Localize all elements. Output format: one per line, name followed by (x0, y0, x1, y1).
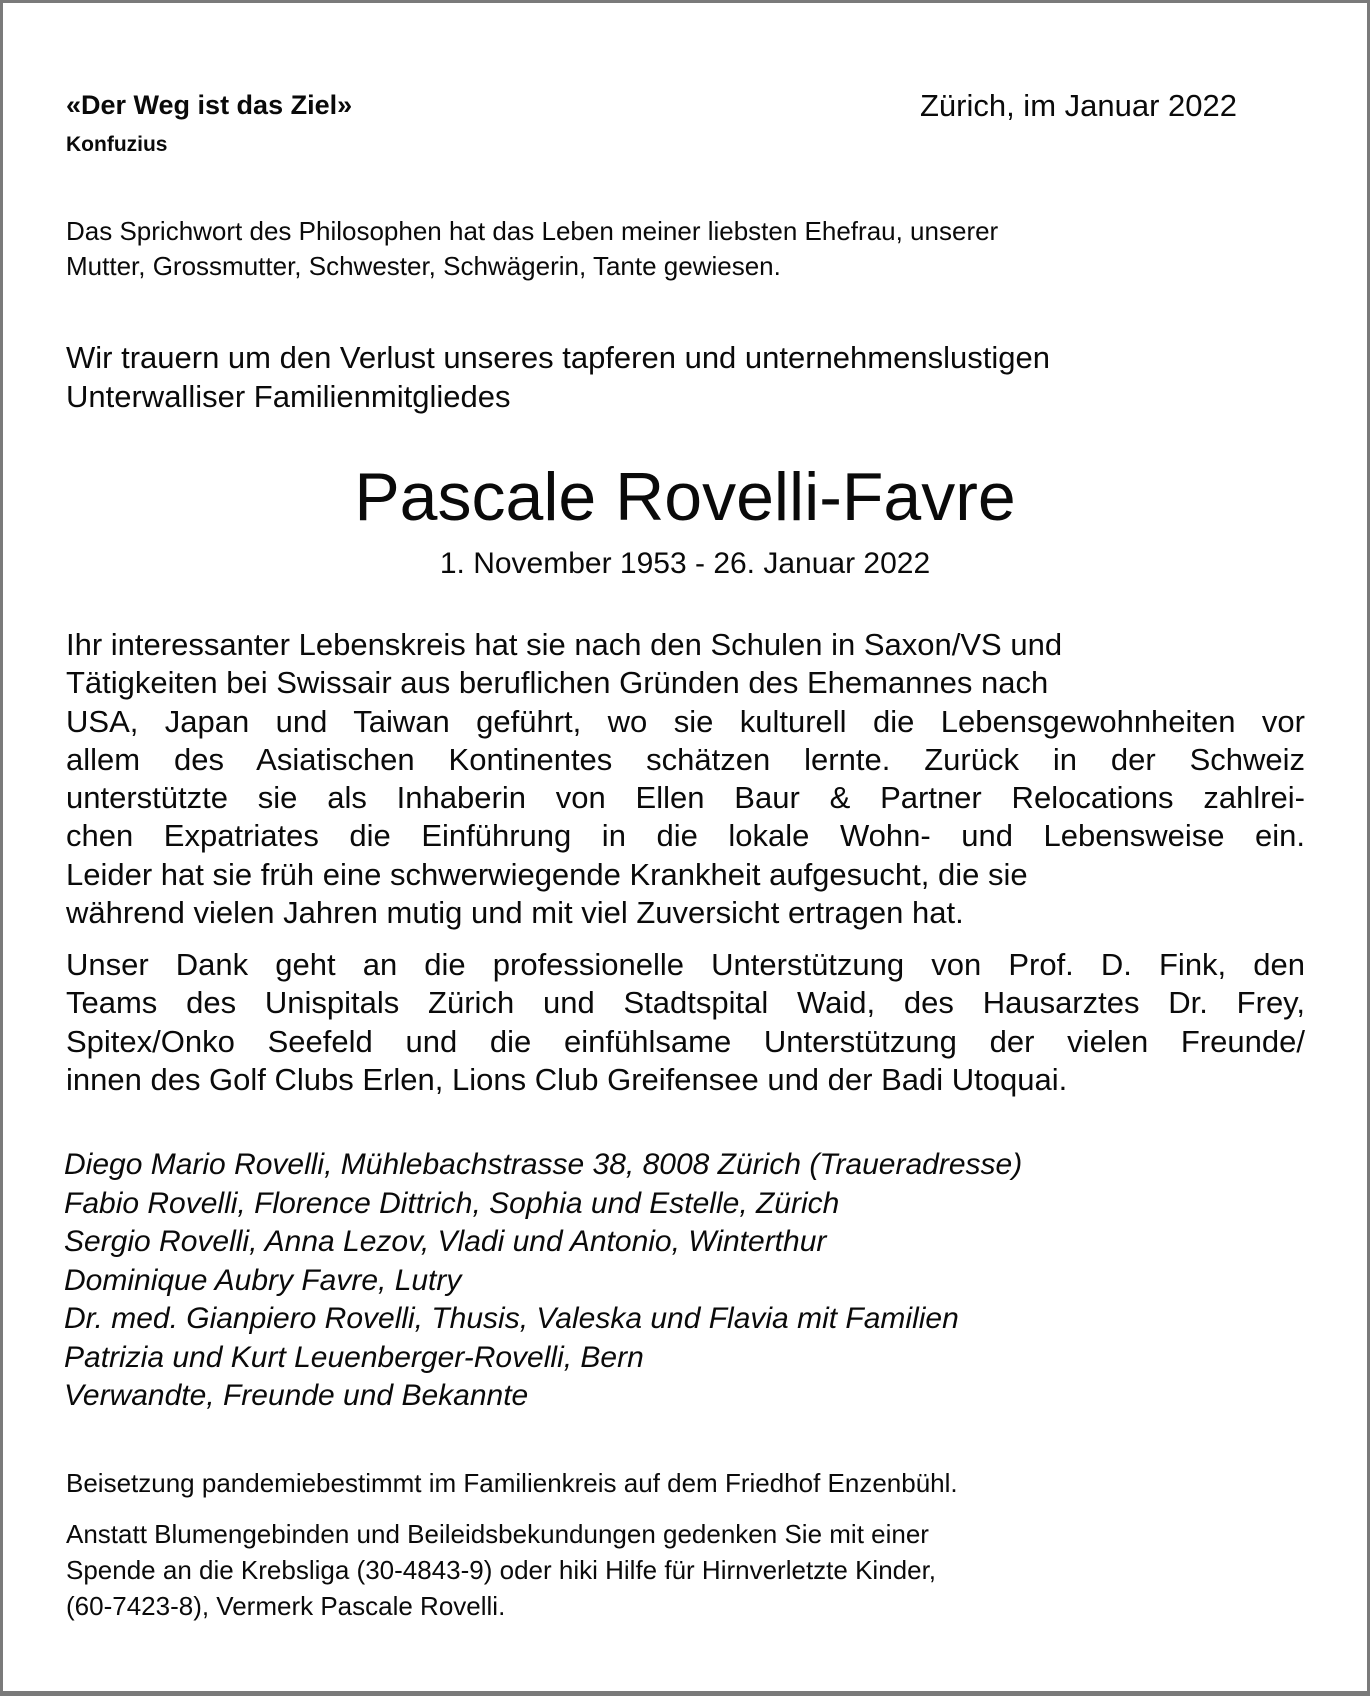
text-line: Teams des Unispitals Zürich und Stadtspital Waid, des Hausarztes Dr. Frey, (66, 985, 1305, 1021)
text-line: Tätigkeiten bei Swissair aus beruflichen Gründen des Ehemannes nach (66, 665, 1049, 701)
deceased-name: Pascale Rovelli-Favre (354, 459, 1016, 535)
text-line: unterstützte sie als Inhaberin von Ellen Baur & Partner Relocations zahlrei- (66, 780, 1305, 816)
text-line: Wir trauern um den Verlust unseres tapferen und unternehmenslustigen (66, 340, 1050, 375)
text-line: Spende an die Krebsliga (30-4843-9) oder hiki Hilfe für Hirnverletzte Kinder, (66, 1555, 937, 1585)
burial-note: Beisetzung pandemiebestimmt im Familienkreis auf dem Friedhof Enzenbühl. (66, 1468, 958, 1498)
intro-paragraph-1 (66, 214, 998, 284)
mourners-list (64, 1146, 1022, 1416)
text-line: Unterwalliser Familienmitgliedes (66, 379, 511, 414)
intro-paragraph-2 (66, 338, 1050, 416)
mourner-line: Dominique Aubry Favre, Lutry (64, 1263, 462, 1297)
thanks-paragraph (66, 946, 1305, 1099)
epigraph-author: Konfuzius (66, 133, 168, 156)
donation-note (66, 1516, 936, 1624)
text-line: allem des Asiatischen Kontinentes schätzen lernte. Zurück in der Schweiz (66, 741, 1305, 777)
biography-paragraph (66, 626, 1305, 932)
text-line: während vielen Jahren mutig und mit viel Zuversicht ertragen hat. (66, 895, 964, 931)
place-date: Zürich, im Januar 2022 (919, 88, 1237, 123)
mourner-line: Sergio Rovelli, Anna Lezov, Vladi und Antonio, Winterthur (64, 1225, 827, 1258)
text-line: USA, Japan und Taiwan geführt, wo sie kulturell die Lebensgewohnheiten vor (66, 703, 1305, 739)
text-line: Anstatt Blumengebinden und Beileidsbekundungen gedenken Sie mit einer (66, 1519, 929, 1549)
mourner-line: Verwandte, Freunde und Bekannte (64, 1379, 529, 1412)
mourner-line: Diego Mario Rovelli, Mühlebachstrasse 38, 8008 Zürich (Traueradresse) (64, 1148, 1023, 1181)
text-line: Das Sprichwort des Philosophen hat das Leben meiner liebsten Ehefrau, unserer (66, 216, 999, 246)
text-line: Ihr interessanter Lebenskreis hat sie nach den Schulen in Saxon/VS und (66, 627, 1063, 662)
text-line: Mutter, Grossmutter, Schwester, Schwägerin, Tante gewiesen. (66, 251, 781, 281)
text-line: Leider hat sie früh eine schwerwiegende Krankheit aufgesucht, die sie (66, 856, 1028, 892)
text-line: Unser Dank geht an die professionelle Unterstützung von Prof. D. Fink, den (66, 947, 1305, 982)
text-line: chen Expatriates die Einführung in die lokale Wohn- und Lebensweise ein. (66, 818, 1305, 854)
text-line: (60-7423-8), Vermerk Pascale Rovelli. (66, 1591, 506, 1621)
text-line: innen des Golf Clubs Erlen, Lions Club Greifensee und der Badi Utoquai. (66, 1061, 1068, 1097)
epigraph-quote: «Der Weg ist das Ziel» (66, 90, 353, 120)
text-line: Spitex/Onko Seefeld und die einfühlsame Unterstützung der vielen Freunde/ (66, 1023, 1305, 1059)
mourner-line: Dr. med. Gianpiero Rovelli, Thusis, Valeska und Flavia mit Familien (64, 1302, 959, 1335)
life-dates: 1. November 1953 - 26. Januar 2022 (439, 547, 931, 580)
mourner-line: Patrizia und Kurt Leuenberger-Rovelli, Bern (64, 1340, 644, 1374)
mourner-line: Fabio Rovelli, Florence Dittrich, Sophia und Estelle, Zürich (64, 1186, 840, 1220)
